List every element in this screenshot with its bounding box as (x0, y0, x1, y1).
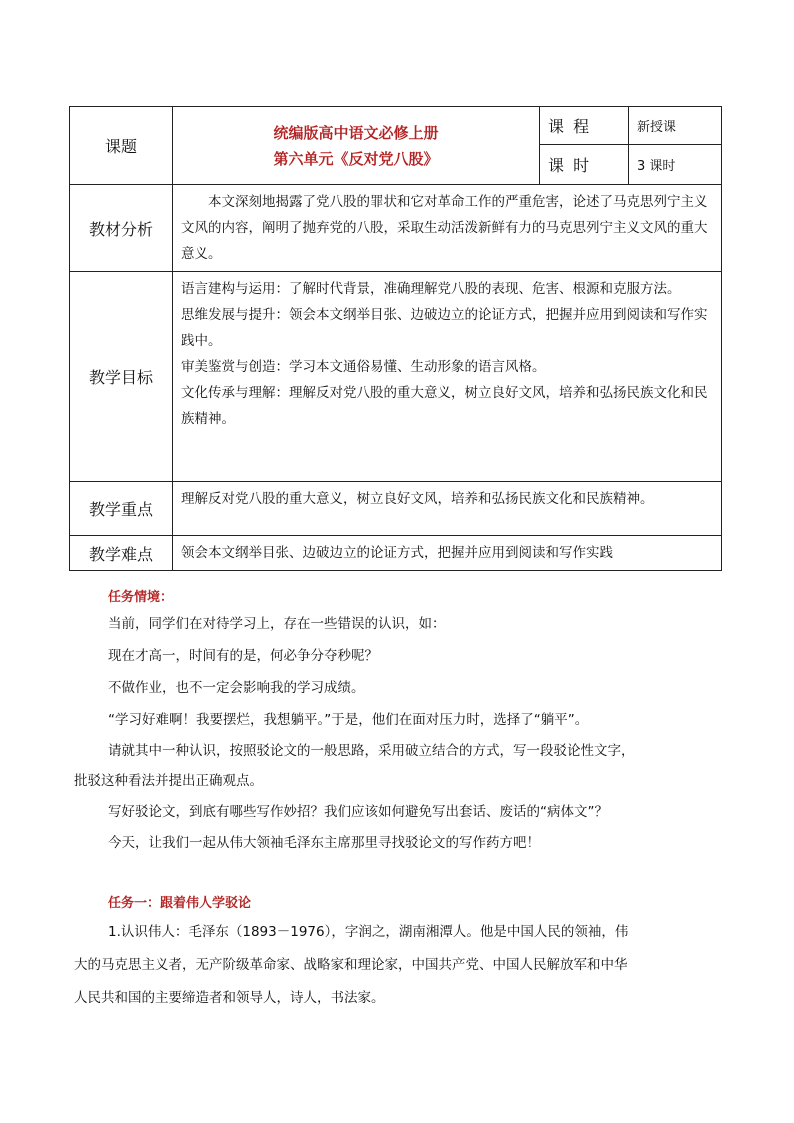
period-label: 课 时 (540, 145, 629, 185)
goals-label: 教学目标 (70, 272, 173, 482)
key-points-text: 理解反对党八股的重大意义，树立良好文风，培养和弘扬民族文化和民族精神。 (181, 491, 654, 507)
situation-line: 今天，让我们一起从伟大领袖毛泽东主席那里寻找驳论文的写作药方吧！ (108, 835, 540, 851)
situation-line: 不做作业，也不一定会影响我的学习成绩。 (108, 680, 365, 696)
situation-line: 请就其中一种认识，按照驳论文的一般思路，采用破立结合的方式，写一段驳论性文字， (108, 743, 635, 759)
goal-item: 文化传承与理解：理解反对党八股的重大意义，树立良好文风，培养和弘扬民族文化和民族精神。 (181, 385, 708, 427)
lesson-plan-table (69, 106, 722, 571)
lesson-title (173, 107, 540, 185)
topic-label: 课题 (70, 107, 173, 185)
task1-line: 人民共和国的主要缔造者和领导人，诗人，书法家。 (74, 990, 385, 1006)
course-label: 课 程 (540, 107, 629, 145)
goal-item: 审美鉴赏与创造：学习本文通俗易懂、生动形象的语言风格。 (181, 359, 546, 375)
lesson-title-line1: 统编版高中语文必修上册 (273, 123, 439, 142)
task1-line: 大的马克思主义者，无产阶级革命家、战略家和理论家，中国共产党、中国人民解放军和中华 (74, 957, 628, 973)
analysis-label: 教材分析 (70, 185, 173, 272)
course-value: 新授课 (629, 107, 722, 145)
situation-line: 写好驳论文，到底有哪些写作妙招？我们应该如何避免写出套话、废话的“病体文”？ (108, 804, 608, 820)
key-points-label: 教学重点 (70, 482, 173, 536)
analysis-cell (173, 185, 722, 272)
situation-line: 现在才高一，时间有的是，何必争分夺秒呢？ (108, 648, 378, 664)
situation-line: 批驳这种看法并提出正确观点。 (74, 773, 263, 789)
difficult-points-label: 教学难点 (70, 536, 173, 571)
lesson-title-line2: 第六单元《反对党八股》 (273, 149, 439, 168)
situation-line: “学习好难啊！我要摆烂，我想躺平。”于是，他们在面对压力时，选择了“躺平”。 (108, 712, 589, 728)
difficult-points-cell (173, 536, 722, 571)
key-points-cell (173, 482, 722, 536)
task1-heading: 任务一：跟着伟人学驳论 (108, 896, 252, 911)
difficult-points-text: 领会本文纲举目张、边破边立的论证方式，把握并应用到阅读和写作实践 (181, 545, 613, 561)
goals-cell (173, 272, 722, 482)
period-value: 3 课时 (629, 145, 722, 185)
task1-line: 1.认识伟人：毛泽东（1893－1976），字润之，湖南湘潭人。他是中国人民的领袖，伟 (108, 924, 629, 940)
goal-item: 思维发展与提升：领会本文纲举目张、边破边立的论证方式，把握并应用到阅读和写作实践中。 (181, 307, 708, 349)
situation-line: 当前，同学们在对待学习上，存在一些错误的认识，如： (108, 616, 446, 632)
situation-heading: 任务情境： (108, 590, 174, 605)
goal-item: 语言建构与运用：了解时代背景，准确理解党八股的表现、危害、根源和克服方法。 (181, 281, 681, 297)
analysis-text: 本文深刻地揭露了党八股的罪状和它对革命工作的严重危害，论述了马克思列宁主义文风的内容，阐明了抛弃党的八股，采取生动活泼新鲜有力的马克思列宁主义文风的重大意义。 (181, 194, 708, 262)
